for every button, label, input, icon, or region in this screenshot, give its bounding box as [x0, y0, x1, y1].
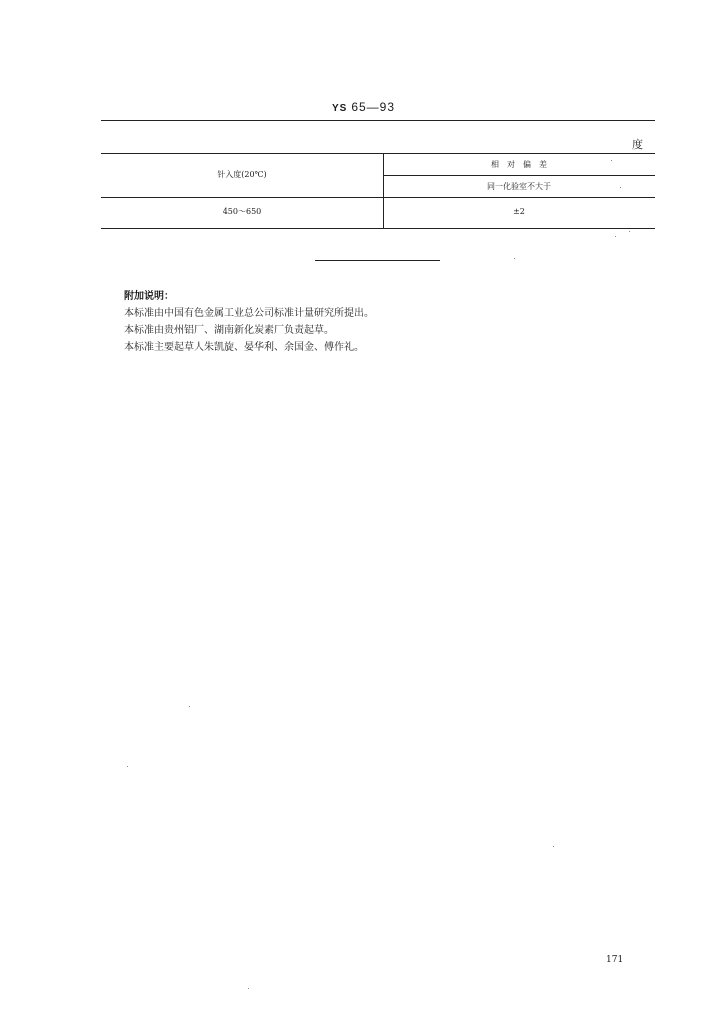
additional-notes: [124, 288, 374, 356]
scan-speck: [611, 160, 612, 161]
scan-speck: [615, 236, 616, 237]
page-number: 171: [606, 955, 624, 965]
table-cell-value: ±2: [513, 207, 525, 216]
scan-speck: [620, 187, 621, 188]
header-rule: [101, 120, 655, 121]
standard-prefix: YS: [331, 103, 348, 114]
table-top-rule: [101, 153, 655, 154]
table-subheader-rule: [383, 175, 655, 176]
standard-number: 65—93: [351, 100, 396, 114]
scan-speck: [248, 988, 249, 989]
table-header-penetration: 针入度(20℃): [217, 170, 267, 179]
notes-title: 附加说明：: [124, 291, 174, 302]
table-header-rule: [101, 197, 655, 198]
notes-line: 本标准由贵州铝厂、湖南新化炭素厂负责起草。: [124, 325, 334, 336]
section-divider: [315, 260, 440, 261]
notes-line: 本标准由中国有色金属工业总公司标准计量研究所提出。: [124, 308, 374, 319]
table-header-relative-deviation: 相 对 偏 差: [491, 160, 547, 169]
notes-line: 本标准主要起草人朱凯旋、晏华利、余国金、傅作礼。: [124, 342, 364, 353]
standard-code: [0, 100, 727, 114]
table-bottom-rule: [101, 228, 655, 229]
table-header-same-lab: 同一化验室不大于: [487, 182, 551, 191]
scan-speck: [629, 231, 630, 232]
unit-label: 度: [632, 138, 643, 151]
scan-speck: [514, 258, 515, 259]
scan-speck: [553, 846, 554, 847]
scan-speck: [189, 706, 190, 707]
table-cell-range: 450～650: [222, 207, 262, 216]
scan-speck: [127, 766, 128, 767]
